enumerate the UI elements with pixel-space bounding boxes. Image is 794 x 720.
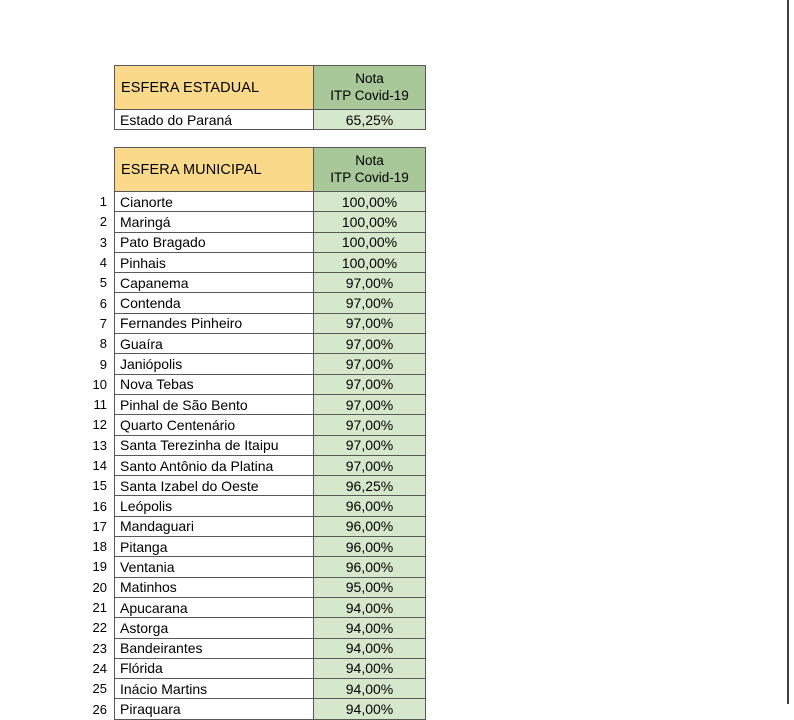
row-index: 26: [92, 701, 107, 717]
row-index: 23: [92, 640, 107, 656]
state-score-header: [314, 66, 426, 110]
entity-name-cell: Bandeirantes: [115, 638, 314, 658]
row-index: 4: [99, 255, 107, 271]
entity-name-cell: Maringá: [115, 212, 314, 232]
index-header-spacer: [70, 148, 115, 192]
table-row: [70, 557, 426, 577]
score-cell: 96,25%: [314, 476, 426, 496]
score-cell: 94,00%: [314, 699, 426, 719]
table-row: [70, 394, 426, 414]
score-cell: 97,00%: [314, 313, 426, 333]
score-cell: 96,00%: [314, 537, 426, 557]
table-row: [70, 476, 426, 496]
table-row: [70, 354, 426, 374]
table-row: [70, 232, 426, 252]
score-cell: 94,00%: [314, 638, 426, 658]
entity-name-cell: Capanema: [115, 273, 314, 293]
entity-name-cell: Piraquara: [115, 699, 314, 719]
table-row: [70, 537, 426, 557]
entity-name-cell: Inácio Martins: [115, 679, 314, 699]
state-sphere-table-block: [70, 65, 426, 130]
score-cell: 100,00%: [314, 252, 426, 272]
entity-name-cell: Quarto Centenário: [115, 415, 314, 435]
score-cell: 97,00%: [314, 415, 426, 435]
entity-name-cell: Janiópolis: [115, 354, 314, 374]
table-row: [70, 273, 426, 293]
state-sphere-table: [70, 65, 426, 130]
table-row: [70, 313, 426, 333]
table-row: [70, 516, 426, 536]
table-row: [70, 658, 426, 678]
municipal-score-header: [314, 148, 426, 192]
score-cell: 97,00%: [314, 293, 426, 313]
state-table-header: [70, 66, 426, 110]
row-index: 15: [92, 478, 107, 494]
entity-name-cell: Pitanga: [115, 537, 314, 557]
table-row: [70, 638, 426, 658]
page-edge-rule: [787, 0, 789, 704]
entity-name-cell: Santa Terezinha de Itaipu: [115, 435, 314, 455]
state-scope-header: ESFERA ESTADUAL: [115, 66, 314, 110]
table-header-row: [70, 148, 426, 192]
score-cell: 100,00%: [314, 212, 426, 232]
row-index: 21: [92, 600, 107, 616]
table-row: [70, 679, 426, 699]
score-header-line2: ITP Covid-19: [330, 169, 409, 185]
entity-name-cell: Estado do Paraná: [115, 110, 314, 130]
score-cell: 96,00%: [314, 496, 426, 516]
score-cell: 96,00%: [314, 557, 426, 577]
score-cell: 97,00%: [314, 455, 426, 475]
municipal-table-body: [70, 192, 426, 720]
score-cell: 94,00%: [314, 597, 426, 617]
score-cell: 97,00%: [314, 354, 426, 374]
entity-name-cell: Santo Antônio da Platina: [115, 455, 314, 475]
score-header-line2: ITP Covid-19: [330, 87, 409, 103]
row-index: 2: [99, 214, 107, 230]
index-header-spacer: [70, 66, 115, 110]
row-index: 24: [92, 660, 107, 676]
row-index: 14: [92, 458, 107, 473]
entity-name-cell: Nova Tebas: [115, 374, 314, 394]
entity-name-cell: Matinhos: [115, 577, 314, 597]
entity-name-cell: Pinhais: [115, 252, 314, 272]
municipal-table-header: [70, 148, 426, 192]
score-cell: 97,00%: [314, 435, 426, 455]
row-index: [70, 110, 115, 130]
row-index: 16: [92, 498, 107, 514]
entity-name-cell: Ventania: [115, 557, 314, 577]
entity-name-cell: Cianorte: [115, 192, 314, 212]
row-index: 6: [99, 295, 107, 311]
entity-name-cell: Mandaguari: [115, 516, 314, 536]
entity-name-cell: Apucarana: [115, 597, 314, 617]
row-index: 3: [99, 234, 107, 250]
row-index: 13: [92, 437, 107, 453]
table-row: [70, 293, 426, 313]
score-cell: 95,00%: [314, 577, 426, 597]
row-index: 5: [99, 275, 107, 291]
row-index: 8: [99, 336, 107, 352]
row-index: 10: [92, 376, 107, 392]
table-row: [70, 212, 426, 232]
entity-name-cell: Contenda: [115, 293, 314, 313]
entity-name-cell: Flórida: [115, 658, 314, 678]
row-index: 9: [99, 356, 107, 372]
table-row: [70, 699, 426, 719]
score-header-line1: Nota: [355, 153, 384, 169]
score-cell: 97,00%: [314, 334, 426, 354]
entity-name-cell: Guaíra: [115, 334, 314, 354]
row-index: 17: [92, 518, 107, 534]
table-row: [70, 577, 426, 597]
table-row: [70, 597, 426, 617]
entity-name-cell: Leópolis: [115, 496, 314, 516]
score-cell: 94,00%: [314, 658, 426, 678]
score-cell: 100,00%: [314, 232, 426, 252]
row-index: 1: [99, 194, 107, 210]
entity-name-cell: Pinhal de São Bento: [115, 394, 314, 414]
score-cell: 97,00%: [314, 273, 426, 293]
table-header-row: [70, 66, 426, 110]
row-index: 19: [92, 559, 107, 575]
table-row: [70, 415, 426, 435]
row-index: 7: [99, 315, 107, 331]
table-row: [70, 334, 426, 354]
score-cell: 94,00%: [314, 618, 426, 638]
table-row: [70, 496, 426, 516]
score-cell: 65,25%: [314, 110, 426, 130]
score-cell: 97,00%: [314, 394, 426, 414]
row-index: 22: [92, 620, 107, 636]
table-row: [70, 252, 426, 272]
score-cell: 94,00%: [314, 679, 426, 699]
score-cell: 100,00%: [314, 192, 426, 212]
entity-name-cell: Fernandes Pinheiro: [115, 313, 314, 333]
row-index: 18: [92, 539, 107, 555]
score-cell: 97,00%: [314, 374, 426, 394]
entity-name-cell: Santa Izabel do Oeste: [115, 476, 314, 496]
municipal-sphere-table-block: [70, 147, 426, 720]
row-index: 12: [92, 417, 107, 433]
row-index: 25: [92, 681, 107, 697]
score-header-line1: Nota: [355, 71, 384, 87]
table-row: [70, 110, 426, 130]
table-row: [70, 618, 426, 638]
municipal-scope-header: ESFERA MUNICIPAL: [115, 148, 314, 192]
row-index: 11: [93, 397, 107, 413]
entity-name-cell: Pato Bragado: [115, 232, 314, 252]
entity-name-cell: Astorga: [115, 618, 314, 638]
state-table-body: [70, 110, 426, 130]
table-row: [70, 374, 426, 394]
table-row: [70, 192, 426, 212]
table-row: [70, 435, 426, 455]
table-row: [70, 455, 426, 475]
score-cell: 96,00%: [314, 516, 426, 536]
municipal-sphere-table: [70, 147, 426, 720]
row-index: 20: [92, 579, 107, 595]
